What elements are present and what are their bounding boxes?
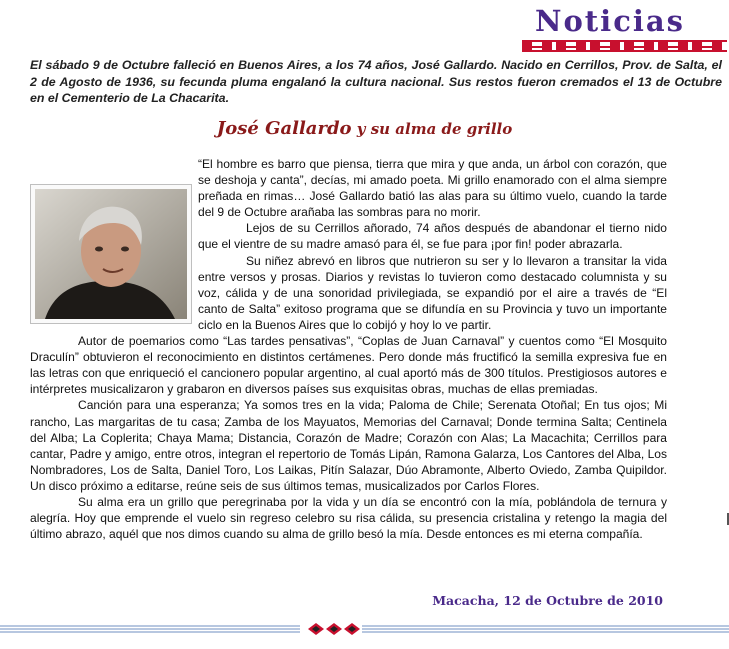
paragraph-1-text: “El hombre es barro que piensa, tierra que mira y que anda, un árbol con corazón, que se deshoja y canta”, decías, mi amado poeta. Mi grillo enamorado con el alma siempre preñada en rimas… José Gallardo batió las alas para su último vuelo, cuando la tarde del 9 de Octubre arañaba las sombras para no morir. bbox=[198, 157, 667, 220]
section-title: Noticias bbox=[534, 4, 685, 38]
lead-paragraph: El sábado 9 de Octubre falleció en Buenos Aires, a los 74 años, José Gallardo. Nacido en Cerrillos, Prov. de Salta, el 2 de Agosto de 1936, su fecunda pluma engalanó la cultura nacional. Sus restos fueron cremados el 13 de Octubre en el Cementerio de La Chacarita. bbox=[30, 58, 722, 105]
paragraph-3: Su niñez abrevó en libros que nutrieron su ser y lo llevaron a transitar la vida entre versos y prosas. Diarios y revistas lo tuvieron como destacado columnista y su voz, cálida y de una sonoridad privilegiada, se expandió por el aire a través de “El canto de Salta” exitoso programa que se difundía en su Provincia y tuvo un importante ciclo en la Buenos Aires que lo cobijó y hoy lo ve partir. bbox=[198, 253, 667, 332]
footer-divider bbox=[0, 620, 729, 640]
paragraph-4: Autor de poemarios como “Las tardes pensativas”, “Coplas de Juan Carnaval” y cuentos como “El Mosquito Draculín” obtuvieron el reconocimiento en distintos certámenes. Pero donde más fructificó la semilla expresiva fue en las letras con que enriqueció el cancionero popular argentino, al cual aportó más de 300 títulos. Prestigiosos autores e intérpretes musicalizaron y grabaron en diversos países sus exquisitas obras, muchas de ellas premiadas. bbox=[30, 334, 667, 397]
article-title-name: José Gallardo bbox=[216, 118, 352, 139]
article-title bbox=[0, 118, 729, 139]
article-title-rest: y su alma de grillo bbox=[351, 120, 513, 138]
author-photo bbox=[30, 184, 192, 324]
paragraph-6: Su alma era un grillo que peregrinaba por la vida y un día se encontró con la mía, poblándola de ternura y alegría. Hoy que emprende el vuelo sin regreso celebro su risa cálida, su presencia cristalina y retengo la magia del último abrazo, aquél que nos dimos cuando su alma de grillo besó la mía. Desde entonces es mi eterna compañía. bbox=[30, 494, 667, 542]
paragraph-1 bbox=[30, 156, 667, 220]
signature: Macacha, 12 de Octubre de 2010 bbox=[432, 593, 663, 608]
paragraph-2: Lejos de su Cerrillos añorado, 74 años después de abandonar el tierno nido que el vientre de su madre amasó para él, se fue para ¡por fin! poder abrazarla. bbox=[198, 221, 667, 252]
paragraph-5: Canción para una esperanza; Ya somos tres en la vida; Paloma de Chile; Serenata Otoñal; En tus ojos; Mi rancho, Las margaritas de tu casa; Zamba de los Mayuatos, Memorias del Carnaval; Donde termina Salta; Centinela del Alba; La Coplerita; Chaya Mama; Distancia, Corazón de Madre; Corazón con Alas; La Macachita; Cerrillos para cantar, Padre y amigo, entre otros, integran el repertorio de Tomás Lipán, Ramona Galarza, Los Cantores del Alba, Los Nombradores, Los de Salta, Daniel Toro, Los Laikas, Pitín Salazar, Dúo Abramonte, Alberto Oviedo, Zamba Quipildor. Un disco próximo a editarse, reúne seis de sus últimos temas, musicalizados por Carlos Flores. bbox=[30, 398, 667, 493]
article-body bbox=[30, 156, 667, 542]
decorative-band bbox=[522, 40, 727, 52]
